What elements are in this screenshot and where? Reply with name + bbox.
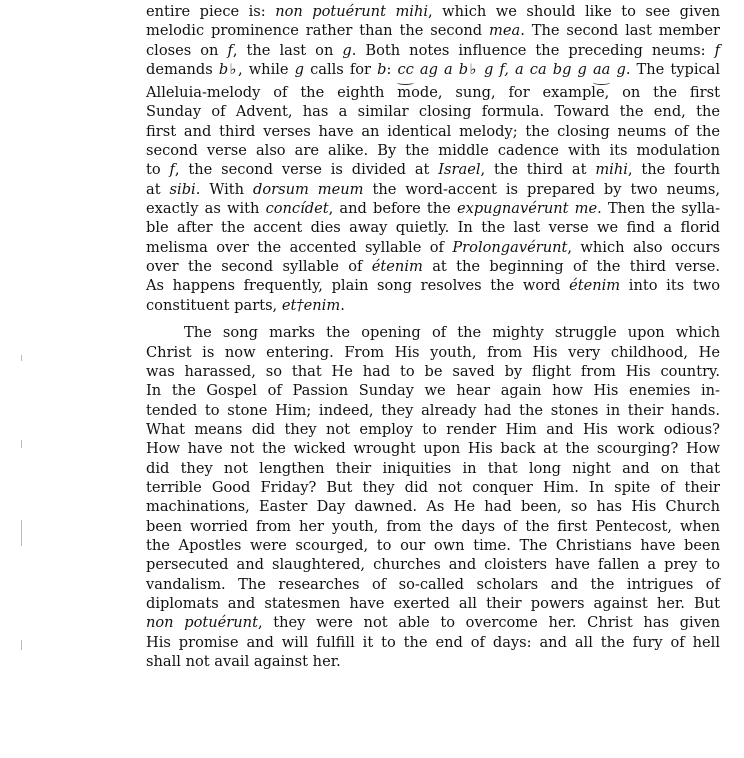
text-line: [146, 83, 720, 102]
text-line: [146, 459, 720, 478]
text-line: [146, 276, 720, 295]
italic-text: b: [377, 61, 387, 79]
text-run: diplomats and statesmen have exerted all their powers against her. But: [146, 594, 720, 612]
text-line: [146, 633, 720, 652]
italic-text: g: [294, 61, 304, 79]
text-run: at the beginning of the third verse.: [422, 258, 721, 276]
text-run: tended to stone Him; indeed, they already had the stones in their hands.: [146, 401, 720, 419]
italic-text: dorsum meum: [253, 180, 364, 198]
slurred-notes: cc: [397, 61, 414, 79]
text-line: [146, 141, 720, 160]
text-line: [146, 257, 720, 276]
text-run: , which we should like to see given: [428, 3, 720, 20]
text-run: . Both notes influence the preceding neums:: [351, 41, 715, 59]
text-run: terrible Good Friday? But they did not conquer Him. In spite of their: [146, 478, 720, 496]
text-run: . The second last member: [520, 22, 720, 40]
text-run: closes on: [146, 41, 228, 59]
text-run: :: [386, 61, 398, 79]
italic-text: f: [169, 161, 175, 179]
text-run: demands: [146, 61, 219, 79]
book-page: [146, 2, 720, 671]
text-run: , they were not able to overcome her. Christ has given: [257, 614, 721, 632]
text-line: [146, 343, 720, 362]
italic-text: b♭: [218, 61, 238, 79]
text-run: constituent parts,: [146, 296, 282, 314]
text-run: . With: [195, 180, 253, 198]
slurred-notes: aa: [592, 61, 611, 79]
paragraph-1: [146, 2, 720, 315]
text-run: , the last on: [232, 41, 343, 59]
text-line: [146, 555, 720, 574]
text-run: As happens frequently, plain song resolves the word: [146, 277, 570, 295]
text-run: His promise and will fulfill it to the end of days: and all the fury of hell: [146, 633, 720, 651]
scan-margin-mark: [21, 355, 22, 361]
italic-text: g: [342, 41, 352, 59]
text-run: first and third verses have an identical melody; the closing neums of the: [146, 122, 720, 140]
text-run: .: [340, 296, 345, 314]
text-run: Sunday of Advent, has a similar closing formula. Toward the end, the: [146, 103, 720, 121]
text-line: [146, 362, 720, 381]
text-line: [146, 41, 720, 60]
text-run: shall not avail against her.: [146, 653, 341, 670]
italic-text: concídet: [265, 200, 329, 218]
text-line: [146, 199, 720, 218]
italic-text: mea: [489, 22, 521, 40]
text-run: melodic prominence rather than the second: [146, 22, 489, 40]
scan-margin-mark: [21, 520, 22, 546]
text-line: [146, 594, 720, 613]
text-run: persecuted and slaughtered, churches and cloisters have fallen a prey to: [146, 556, 720, 574]
text-run: ble after the accent dies away quietly. In the last verse we find a florid: [146, 219, 720, 237]
text-line: [146, 420, 720, 439]
scan-margin-mark: [21, 440, 22, 448]
text-run: The song marks the opening of the mighty struggle upon which: [184, 324, 720, 342]
italic-text: expugnavérunt me: [456, 200, 598, 218]
text-line: [146, 497, 720, 516]
paragraph-2: [146, 323, 720, 671]
text-run: second verse also are alike. By the middle cadence with its modulation: [146, 142, 720, 160]
text-line: [146, 60, 720, 83]
text-line: [146, 381, 720, 400]
text-run: , the fourth: [627, 161, 720, 179]
text-line: [146, 2, 720, 21]
text-run: at: [146, 180, 170, 198]
text-line: [146, 517, 720, 536]
italic-text: non potuérunt: [146, 614, 258, 632]
text-line: [146, 180, 720, 199]
text-line: [146, 102, 720, 121]
text-run: was harassed, so that He had to be saved by flight from His country.: [146, 362, 720, 380]
text-line: [146, 575, 720, 594]
text-line: [146, 613, 720, 632]
text-run: melisma over the accented syllable of: [146, 238, 453, 256]
text-run: , the second verse is divided at: [174, 161, 439, 179]
text-line: [146, 296, 720, 315]
text-run: What means did they not employ to render Him and His work odious?: [146, 420, 720, 438]
text-run: Christ is now entering. From His youth, from His very childhood, He: [146, 343, 720, 361]
italic-text: sibi: [169, 180, 196, 198]
text-run: been worried from her youth, from the days of the first Pentecost, when: [146, 517, 720, 535]
italic-text: étenim: [569, 277, 621, 295]
text-run: , the third at: [480, 161, 596, 179]
italic-text: Prolongavérunt: [452, 238, 568, 256]
text-run: Alleluia-melody of the eighth mode, sung, for example, on the first: [146, 84, 720, 102]
text-line: [146, 536, 720, 555]
text-run: machinations, Easter Day dawned. As He had been, so has His Church: [146, 498, 720, 516]
text-run: the word-accent is prepared by two neums,: [363, 180, 720, 198]
text-line: [146, 218, 720, 237]
text-line: [146, 323, 720, 342]
text-run: In the Gospel of Passion Sunday we hear again how His enemies in-: [146, 382, 720, 400]
italic-text: ag a b♭ g f, a ca bg g: [419, 61, 587, 79]
text-line: [146, 652, 720, 671]
text-run: . Then the sylla-: [597, 200, 720, 218]
italic-text: Israel: [438, 161, 481, 179]
text-run: , while: [237, 61, 295, 79]
text-line: [146, 238, 720, 257]
text-line: [146, 439, 720, 458]
text-line: [146, 21, 720, 40]
text-run: exactly as with: [146, 200, 266, 218]
text-run: vandalism. The researches of so-called scholars and the intrigues of: [146, 575, 720, 593]
italic-text: f: [714, 41, 720, 59]
italic-text: g: [616, 61, 626, 79]
text-run: the Apostles were scourged, to our own time. The Christians have been: [146, 536, 720, 554]
italic-text: et†enim: [281, 296, 341, 314]
italic-text: étenim: [371, 258, 423, 276]
text-run: into its two: [620, 277, 720, 295]
text-run: How have not the wicked wrought upon His back at the scourging? How: [146, 440, 720, 458]
text-run: over the second syllable of: [146, 258, 372, 276]
text-run: to: [146, 161, 170, 179]
italic-text: non potuérunt mihi: [275, 3, 429, 20]
text-line: [146, 478, 720, 497]
italic-text: f: [227, 41, 233, 59]
text-run: calls for: [303, 61, 378, 79]
scan-margin-mark: [21, 640, 22, 650]
text-run: , and before the: [328, 200, 457, 218]
text-run: did they not lengthen their iniquities in that long night and on that: [146, 459, 720, 477]
text-line: [146, 122, 720, 141]
text-run: , which also occurs: [567, 238, 720, 256]
text-run: entire piece is:: [146, 3, 276, 20]
text-line: [146, 401, 720, 420]
text-line: [146, 160, 720, 179]
italic-text: mihi: [595, 161, 628, 179]
text-run: . The typical: [625, 61, 721, 79]
